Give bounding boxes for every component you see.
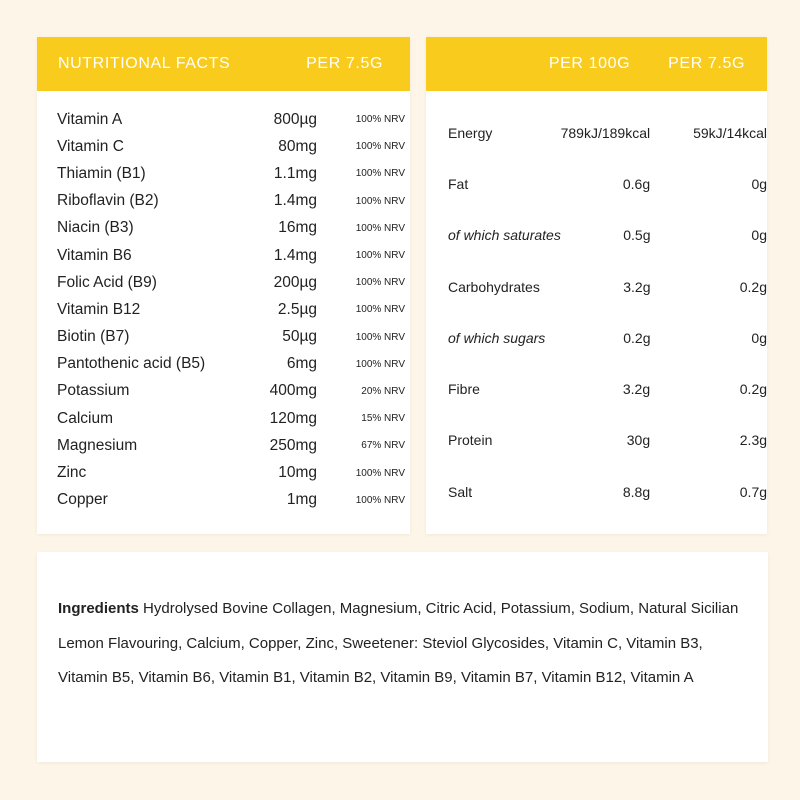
energy-name: of which saturates [448, 227, 561, 244]
vitamin-nrv: 100% NRV [355, 358, 405, 370]
vitamin-name: Calcium [57, 409, 113, 427]
energy-name: Fibre [448, 381, 480, 398]
vitamin-row [37, 215, 410, 242]
ingredients-paragraph [58, 592, 748, 696]
energy-name: Salt [448, 483, 473, 500]
energy-per100: 0.6g [622, 175, 651, 192]
vitamin-nrv: 100% NRV [355, 331, 405, 343]
vitamin-amount: 6mg [286, 355, 317, 373]
vitamin-nrv: 100% NRV [355, 277, 405, 289]
vitamins-list [37, 91, 410, 514]
vitamin-nrv: 67% NRV [361, 440, 405, 452]
vitamin-name: Vitamin B12 [57, 300, 141, 318]
energy-per100: 30g [626, 432, 651, 449]
energy-per100: 0.2g [623, 329, 651, 346]
vitamin-name: Vitamin C [57, 137, 124, 155]
vitamin-amount: 1mg [286, 491, 317, 509]
vitamin-name: Niacin (B3) [57, 219, 134, 237]
ingredients-text: Hydrolysed Bovine Collagen, Magnesium, Citric Acid, Potassium, Sodium, Natural Sicilian Lemon Flavouring, Calcium, Copper, Zinc, Sweetener: Steviol Glycosides, Vitamin C, Vitamin B3, Vitamin B5, Vitamin B6, Vitamin B1, Vitamin B2, Vitamin B9, Vitamin B7, Vitamin B12, Vitamin A [58, 600, 739, 686]
energy-row [426, 415, 767, 466]
vitamin-nrv: 100% NRV [355, 222, 405, 234]
energy-name: Protein [448, 432, 493, 449]
vitamins-header-title: NUTRITIONAL FACTS [58, 55, 231, 72]
vitamin-amount: 10mg [278, 464, 317, 482]
energy-per75: 59kJ/14kcal [693, 124, 768, 141]
energy-per100: 789kJ/189kcal [560, 124, 651, 141]
energy-row [426, 312, 767, 363]
energy-header-per100: PER 100G [548, 55, 631, 72]
vitamin-name: Riboflavin (B2) [57, 192, 159, 210]
vitamin-amount: 800µg [273, 110, 317, 128]
energy-per75: 2.3g [739, 432, 768, 449]
energy-row [426, 466, 767, 517]
vitamin-row [37, 432, 410, 459]
vitamin-row [37, 133, 410, 160]
vitamin-amount: 400mg [269, 382, 317, 400]
energy-per100: 0.5g [623, 227, 651, 244]
vitamin-amount: 50µg [282, 328, 317, 346]
vitamin-amount: 120mg [269, 409, 317, 427]
vitamin-row [37, 160, 410, 187]
vitamin-row [37, 378, 410, 405]
ingredients-label: Ingredients [58, 600, 139, 617]
vitamin-row [37, 242, 410, 269]
vitamin-name: Copper [57, 491, 108, 509]
energy-name: Energy [448, 124, 493, 141]
vitamin-amount: 1.4mg [273, 246, 317, 264]
vitamins-card [37, 37, 410, 534]
energy-per75: 0.2g [739, 278, 767, 295]
energy-per75: 0g [751, 227, 767, 244]
energy-name: Fat [448, 175, 469, 192]
vitamin-row [37, 269, 410, 296]
energy-row [426, 210, 767, 261]
energy-header-per75: PER 7.5G [668, 55, 745, 72]
vitamin-row [37, 405, 410, 432]
vitamin-nrv: 100% NRV [355, 114, 405, 126]
vitamin-name: Pantothenic acid (B5) [57, 355, 206, 373]
energy-per100: 3.2g [623, 278, 651, 295]
energy-per100: 8.8g [622, 483, 651, 500]
energy-per75: 0g [751, 175, 768, 192]
energy-list [426, 91, 767, 517]
vitamin-row [37, 296, 410, 323]
vitamin-name: Potassium [57, 382, 130, 400]
vitamin-amount: 16mg [278, 219, 317, 237]
energy-row [426, 363, 767, 414]
ingredients-card [37, 552, 768, 762]
vitamin-row [37, 351, 410, 378]
energy-header [426, 37, 767, 91]
vitamin-nrv: 20% NRV [361, 385, 405, 397]
vitamin-amount: 2.5µg [277, 300, 317, 318]
energy-row [426, 261, 767, 312]
vitamin-amount: 1.4mg [273, 192, 317, 210]
vitamin-nrv: 100% NRV [355, 195, 405, 207]
vitamin-row [37, 188, 410, 215]
vitamins-header [37, 37, 410, 91]
vitamin-amount: 250mg [269, 436, 317, 454]
vitamin-amount: 200µg [273, 273, 317, 291]
vitamins-header-per: PER 7.5G [306, 55, 383, 72]
vitamin-row [37, 459, 410, 486]
energy-row [426, 158, 767, 209]
vitamin-name: Zinc [57, 464, 87, 482]
energy-row [426, 107, 767, 158]
energy-name: Carbohydrates [448, 278, 540, 295]
vitamin-nrv: 100% NRV [355, 494, 405, 506]
vitamin-name: Magnesium [57, 436, 138, 454]
energy-per75: 0g [751, 329, 767, 346]
vitamin-amount: 1.1mg [273, 164, 317, 182]
vitamin-name: Vitamin B6 [57, 246, 132, 264]
vitamin-nrv: 100% NRV [355, 250, 405, 262]
energy-name: of which sugars [448, 329, 546, 346]
energy-per100: 3.2g [622, 381, 651, 398]
vitamin-nrv: 15% NRV [361, 413, 405, 425]
energy-card [426, 37, 767, 534]
vitamin-row [37, 106, 410, 133]
vitamin-nrv: 100% NRV [355, 467, 405, 479]
vitamin-name: Biotin (B7) [57, 328, 130, 346]
vitamin-name: Folic Acid (B9) [57, 273, 157, 291]
vitamin-row [37, 487, 410, 514]
vitamin-amount: 80mg [278, 137, 317, 155]
vitamin-nrv: 100% NRV [355, 168, 405, 180]
vitamin-row [37, 324, 410, 351]
vitamin-name: Vitamin A [57, 110, 123, 128]
vitamin-nrv: 100% NRV [355, 141, 405, 153]
energy-per75: 0.7g [739, 483, 768, 500]
vitamin-name: Thiamin (B1) [57, 164, 146, 182]
vitamin-nrv: 100% NRV [355, 304, 405, 316]
energy-per75: 0.2g [739, 381, 768, 398]
